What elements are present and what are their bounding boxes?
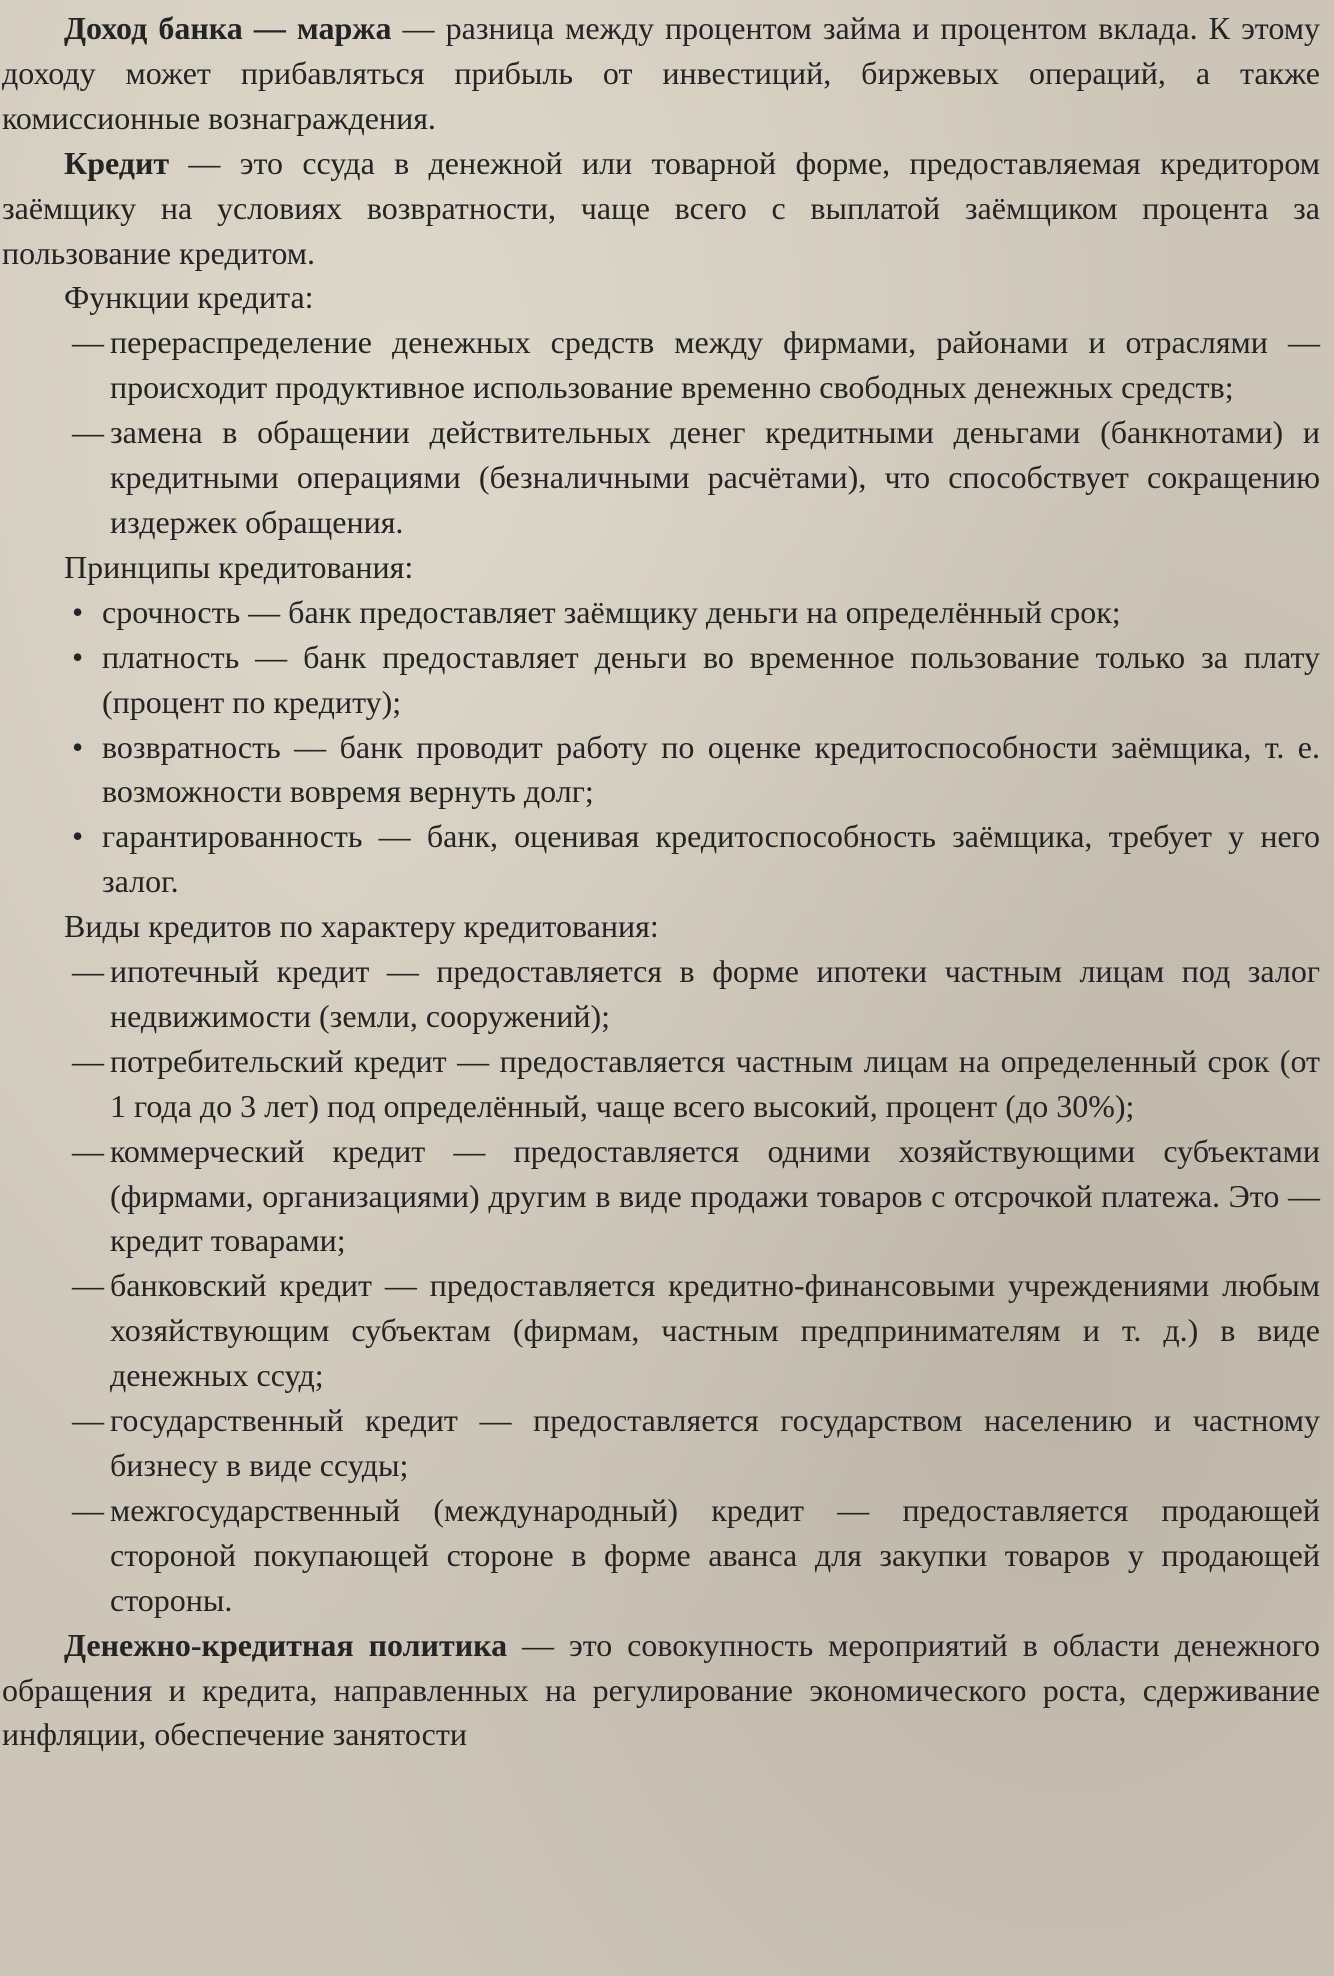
paragraph-credit-definition — [2, 141, 1320, 276]
list-item-text: межгосударственный (международный) кредит — предоставляется продающей стороной покупающей стороне в форме аванса для закупки товаров у продающей стороны. — [110, 1491, 1320, 1618]
dash-marker: — — [72, 414, 104, 451]
heading-credit-principles: Принципы кредитования: — [64, 548, 414, 585]
paragraph-bank-income — [2, 6, 1320, 141]
list-item-principle — [2, 590, 1320, 635]
list-item-text: потребительский кредит — предоставляется частным лицам на определенный срок (от 1 года до 3 лет) под определённый, чаще всего высокий, процент (до 30%); — [110, 1042, 1320, 1124]
text-bank-income: — разница между процентом займа и процентом вклада. К этому доходу может прибавляться прибыль от инвестиций, биржевых операций, а также комиссионные вознаграждения. — [2, 10, 1320, 136]
list-item-function — [2, 320, 1320, 410]
list-item-credit-type — [2, 1398, 1320, 1488]
list-item-text: коммерческий кредит — предоставляется одними хозяйствующими субъектами (фирмами, организациями) другим в виде продажи товаров с отсрочкой платежа. Это — кредит товарами; — [110, 1132, 1320, 1259]
list-item-text: гарантированность — банк, оценивая кредитоспособность заёмщика, требует у него залог. — [102, 818, 1320, 900]
list-item-function — [2, 410, 1320, 545]
bullet-marker: • — [72, 818, 84, 855]
dash-marker: — — [72, 1402, 104, 1439]
text-monetary-policy: — это совокупность мероприятий в области денежного обращения и кредита, направленных на регулирование экономического роста, сдерживание инфляции, обеспечение занятости — [2, 1626, 1321, 1753]
bullet-marker: • — [72, 638, 84, 675]
heading-credit-types: Виды кредитов по характеру кредитования: — [64, 908, 659, 945]
dash-marker: — — [72, 1132, 104, 1169]
list-item-text: возвратность — банк проводит работу по оценке кредитоспособности заёмщика, т. е. возможности вовремя вернуть долг; — [102, 728, 1320, 810]
list-item-text: ипотечный кредит — предоставляется в форме ипотеки частным лицам под залог недвижимости (земли, сооружений); — [110, 953, 1320, 1034]
bullet-marker: • — [72, 728, 84, 765]
list-item-credit-type — [2, 1039, 1320, 1129]
dash-marker: — — [72, 1042, 104, 1079]
dash-marker: — — [72, 953, 104, 990]
term-monetary-policy: Денежно-кредитная политика — [64, 1626, 508, 1663]
dash-marker: — — [72, 1491, 104, 1528]
text-credit-definition: — это ссуда в денежной или товарной форме, предоставляемая кредитором заёмщику на условиях возвратности, чаще всего с выплатой заёмщиком процента за пользование кредитом. — [2, 144, 1320, 271]
list-item-credit-type — [2, 1129, 1320, 1264]
list-item-text: срочность — банк предоставляет заёмщику деньги на определённый срок; — [102, 593, 1121, 630]
list-item-credit-type — [2, 1488, 1320, 1623]
list-item-text: замена в обращении действительных денег кредитными деньгами (банкнотами) и кредитными операциями (безналичными расчётами), что способствует сокращению издержек обращения. — [110, 414, 1320, 540]
list-item-principle — [2, 635, 1320, 725]
dash-marker: — — [72, 324, 104, 361]
list-item-text: перераспределение денежных средств между фирмами, районами и отраслями — происходит продуктивное использование временно свободных денежных средств; — [110, 324, 1320, 406]
heading-credit-functions: Функции кредита: — [64, 279, 314, 316]
list-item-text: платность — банк предоставляет деньги во временное пользование только за плату (процент по кредиту); — [102, 638, 1320, 720]
list-item-text: государственный кредит — предоставляется государством населению и частному бизнесу в виде ссуды; — [110, 1402, 1320, 1483]
paragraph-monetary-policy — [2, 1623, 1320, 1758]
term-credit: Кредит — [64, 144, 170, 181]
list-item-principle — [2, 725, 1320, 815]
list-item-credit-type — [2, 1263, 1320, 1398]
bullet-marker: • — [72, 593, 84, 630]
dash-marker: — — [72, 1267, 104, 1304]
term-bank-income: Доход банка — маржа — [64, 10, 392, 46]
list-item-credit-type — [2, 949, 1320, 1039]
list-item-principle — [2, 814, 1320, 904]
list-item-text: банковский кредит — предоставляется кредитно-финансовыми учреждениями любым хозяйствующим субъектам (фирмам, частным предпринимателям и т. д.) в виде денежных ссуд; — [110, 1267, 1320, 1394]
